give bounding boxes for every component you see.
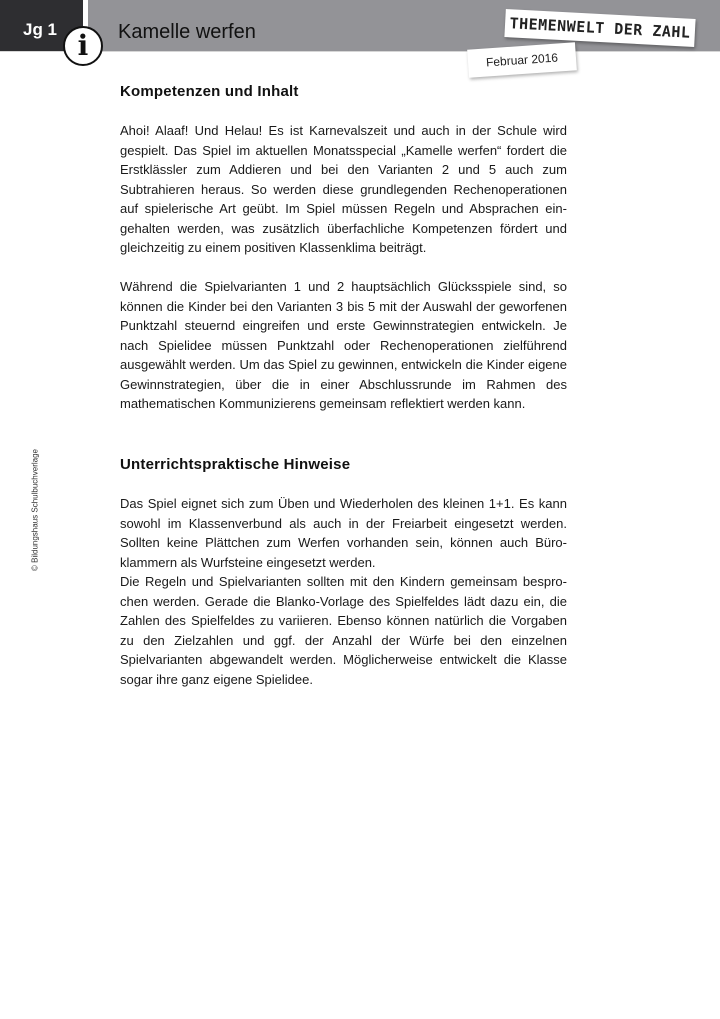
series-tag: THEMENWELT DER ZAHL	[504, 9, 695, 47]
copyright-notice: © Bildungshaus Schulbuchverlage	[30, 449, 40, 571]
paragraph: Ahoi! Alaaf! Und Helau! Es ist Karnevalszeit und auch in der Schule wird gespielt. Das Spiel im aktuellen Monatsspecial „Kamelle werfen“ fordert die Erstklässler zum Addieren und bei den Varianten 2 und 5 auch zum Subtrahieren heraus. So werden diese grundlegenden Rechenoperationen auf spielerische Art geübt. Im Spiel müssen Regeln und Absprachen eingehalten werden, was zusätzlich überfachliche Kompetenzen fördert und gleichzeitig zu einem positiven Klassenklima beiträgt.	[120, 123, 567, 255]
paragraph: Das Spiel eignet sich zum Üben und Wiederholen des kleinen 1+1. Es kann sowohl im Klassenverbund als auch in der Freiarbeit eingesetzt werden. Sollten keine Plättchen zum Werfen vorhanden sein, können auch Büroklammern als Wurfsteine eingesetzt werden.	[120, 496, 567, 570]
paragraph: Die Regeln und Spielvarianten sollten mit den Kindern gemeinsam besprochen werden. Gerade die Blanko-Vorlage des Spielfeldes lädt dazu ein, die Zahlen des Spielfeldes zu variieren. Ebenso können natürlich die Vorgaben zu den Zielzahlen und ggf. der Anzahl der Würfe bei den einzelnen Spielvarianten abgewandelt werden. Möglicherweise entwickelt die Klasse sogar ihre ganz eigene Spielidee.	[120, 574, 567, 687]
section-heading-kompetenzen: Kompetenzen und Inhalt	[120, 83, 299, 100]
grade-label: Jg 1	[23, 20, 58, 39]
date-tag: Februar 2016	[467, 42, 577, 77]
page-title: Kamelle werfen	[118, 21, 256, 43]
info-icon-glyph: i	[77, 29, 89, 62]
header-divider	[0, 51, 720, 52]
info-icon	[63, 26, 103, 66]
section-heading-hinweise: Unterrichtspraktische Hinweise	[120, 456, 351, 473]
paragraph: Während die Spielvarianten 1 und 2 hauptsächlich Glücksspiele sind, so können die Kinder bei den Varianten 3 bis 5 mit der Auswahl der geworfenen Punktzahl steuernd eingreifen und erste Gewinnstrategien entwickeln. Je nach Spielidee müssen Punktzahl oder Rechenoperationen zielführend ausgewählt werden. Um das Spiel zu gewinnen, entwickeln die Kinder eigene Gewinnstrategien, über die in einer Abschlussrunde im Rahmen des mathematischen Kommunizierens gemeinsam reflektiert werden kann.	[120, 279, 567, 411]
